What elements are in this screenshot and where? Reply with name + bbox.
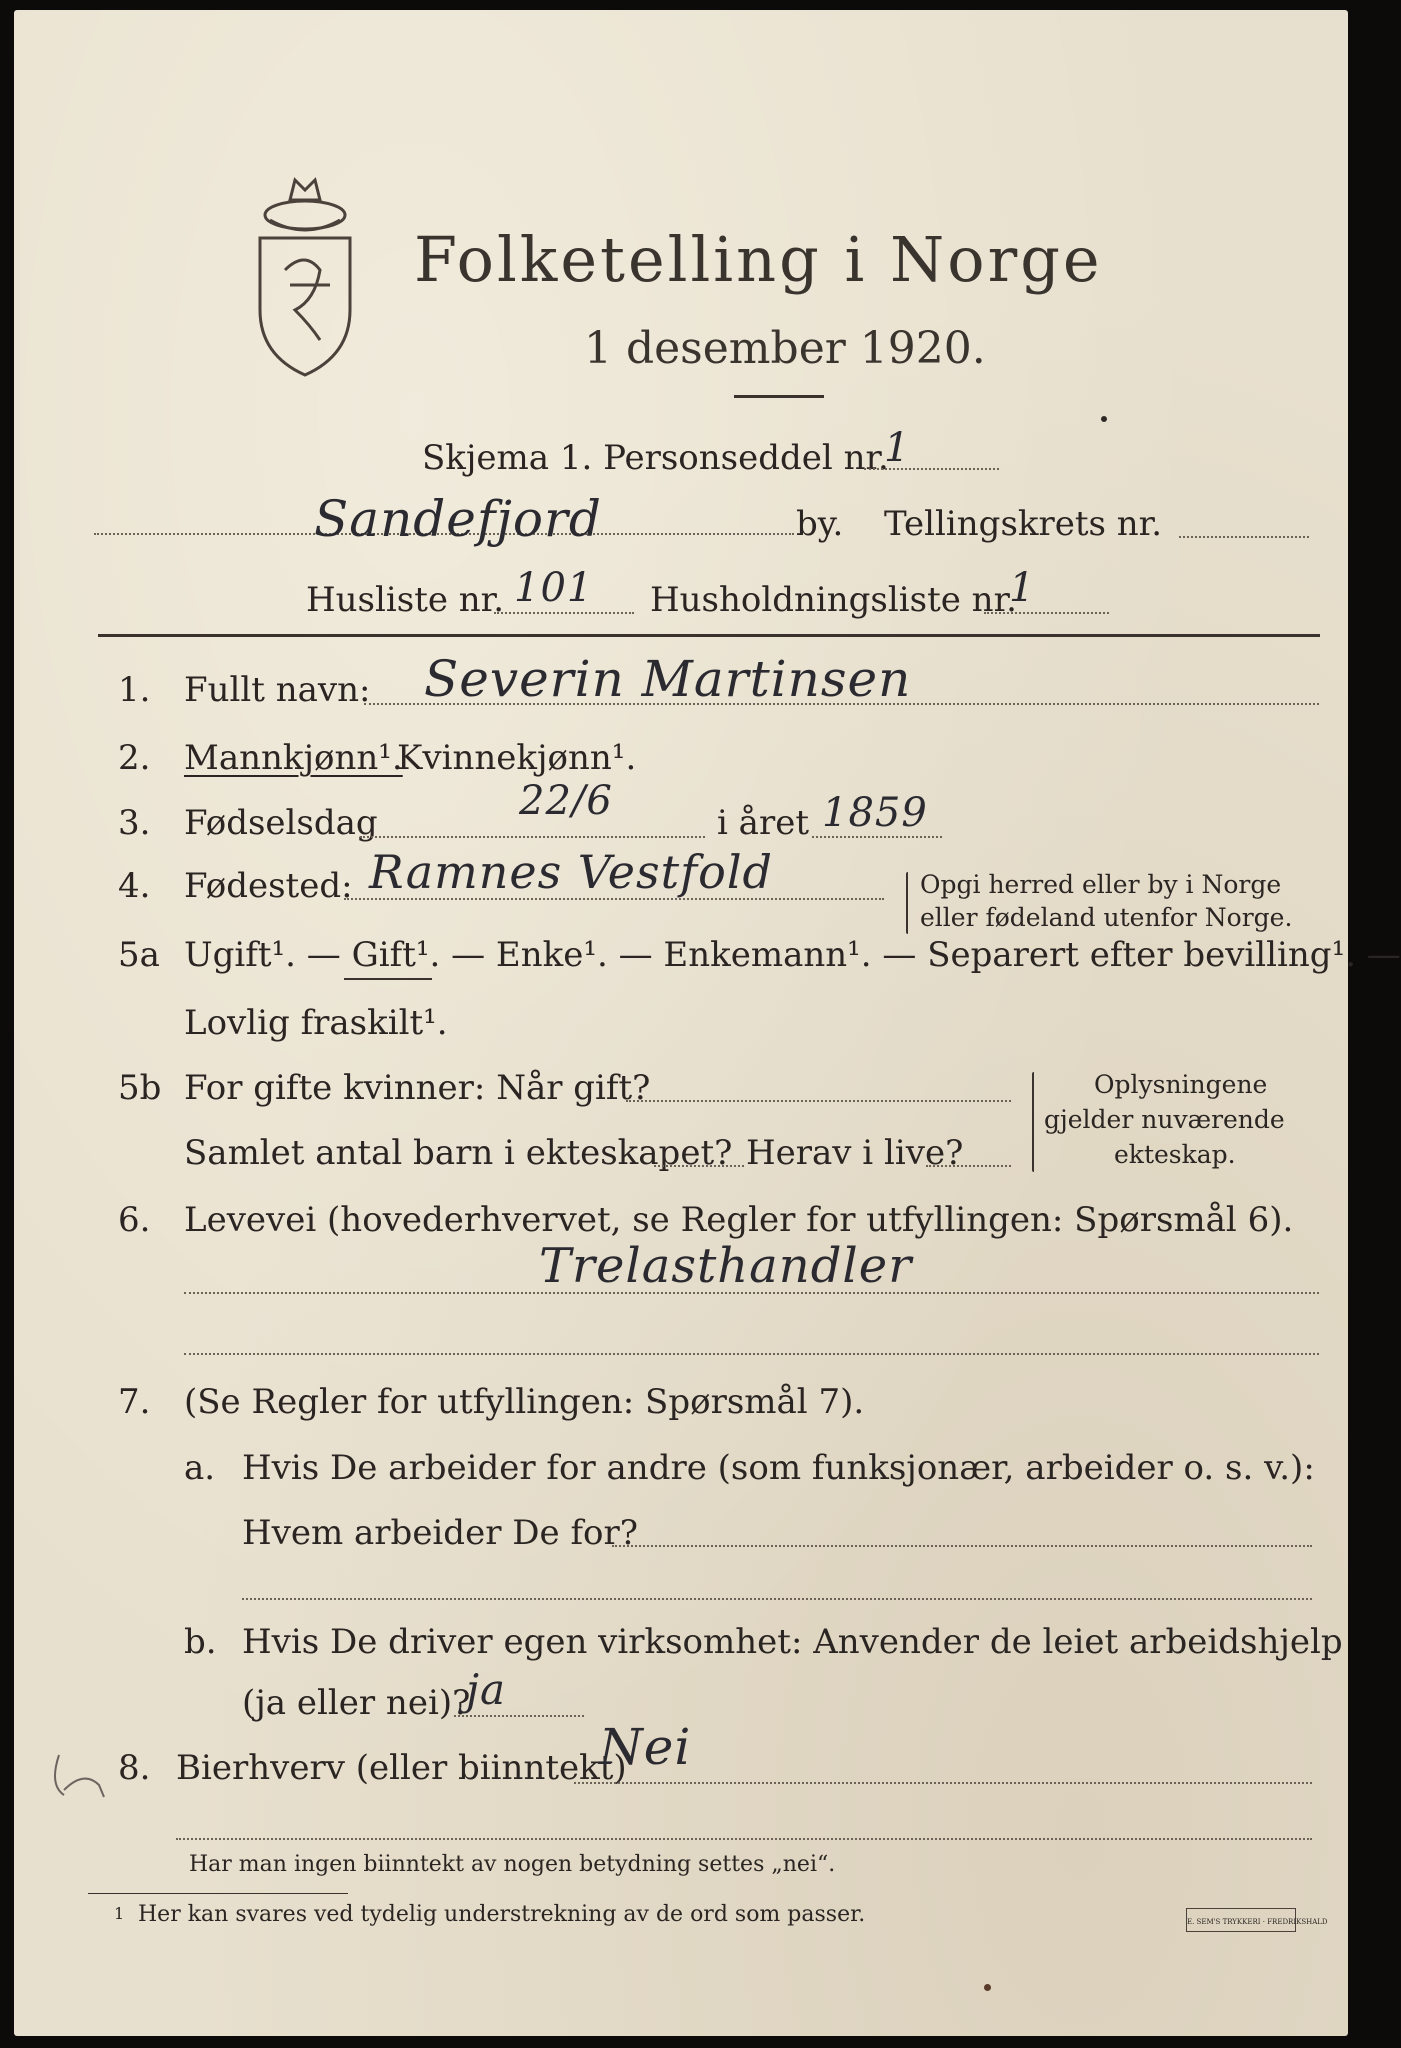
q5b-note-line3: ekteskap. [1114,1140,1236,1169]
q4-note-brace [906,872,908,934]
title-divider [734,395,824,398]
q7a-answer-line2 [242,1598,1312,1600]
q5a-options-line2: Lovlig fraskilt¹. [184,1003,448,1043]
q8-answer-line1 [574,1782,1312,1784]
q7b-letter: b. [184,1622,217,1662]
q1-label: Fullt navn: [184,670,371,710]
q7b-line1: Hvis De driver egen virksomhet: Anvender de leiet arbeidshjelp [242,1622,1343,1662]
form-title: Folketelling i Norge [414,223,1103,296]
footnote-text: Her kan svares ved tydelig understrekning av de ord som passer. [138,1902,866,1927]
q5a-options-line1: Ugift¹. — Gift¹. — Enke¹. — Enkemann¹. — Separert efter bevilling¹. — [184,935,1401,975]
q3-year-line [812,836,942,838]
q1-value: Severin Martinsen [424,650,912,708]
q7a-answer-line1 [612,1545,1312,1547]
q3-day-line [360,836,705,838]
q2-male-option: Mannkjønn¹. [184,738,403,778]
q3-year-label: i året [717,803,809,843]
q5b-note-line1: Oplysningene [1094,1070,1268,1099]
q7a-line2: Hvem arbeider De for? [242,1513,638,1553]
q5b-alive-label: Herav i live? [746,1133,964,1173]
tellingskrets-label: Tellingskrets nr. [884,504,1163,544]
header-rule [98,634,1320,637]
q6-label: Levevei (hovederhvervet, se Regler for utfyllingen: Spørsmål 6). [184,1200,1294,1240]
q6-value: Trelasthandler [539,1238,913,1294]
q3-day-value: 22/6 [519,778,613,824]
norway-coat-of-arms-icon [250,160,360,380]
tellingskrets-line [1179,536,1309,538]
q5a-number: 5a [118,935,160,975]
footer-note: Har man ingen biinntekt av nogen betydning settes „nei“. [189,1852,836,1877]
margin-pencil-mark-icon [44,1745,124,1805]
q7a-line1: Hvis De arbeider for andre (som funksjonær, arbeider o. s. v.): [242,1448,1315,1488]
husholdning-line [984,612,1109,614]
q5a-gift-underline [344,978,432,980]
skjema-label: Skjema 1. Personseddel nr. [422,438,889,478]
q5b-note-brace [1032,1072,1034,1172]
q4-note-line2: eller fødeland utenfor Norge. [920,903,1293,932]
q8-number: 8. [118,1748,151,1788]
q8-value: Nei [599,1718,692,1776]
q4-label: Fødested: [184,866,353,906]
q3-year-value: 1859 [822,790,928,836]
q6-line2 [184,1353,1319,1355]
footnote-rule [88,1893,348,1894]
q8-label: Bierhverv (eller biinntekt) [176,1748,627,1788]
q5b-number: 5b [118,1068,162,1108]
husliste-label: Husliste nr. [306,580,505,620]
q6-number: 6. [118,1200,151,1240]
q5b-children-line [654,1165,744,1167]
q2-number: 2. [118,738,151,778]
printer-stamp [1186,1908,1328,1932]
printer-stamp-text: E. SEM'S TRYKKERI · FREDRIKSHALD [1187,1918,1328,1926]
skjema-value: 1 [884,425,911,471]
ink-dot [984,1984,991,1991]
q5b-children-label: Samlet antal barn i ekteskapet? [184,1133,733,1173]
husliste-line [494,612,634,614]
q7a-letter: a. [184,1448,216,1488]
q7b-line2: (ja eller nei)? [242,1683,471,1723]
q5b-married-line [626,1100,1011,1102]
q5b-note-line2: gjelder nuværende [1044,1105,1285,1134]
husholdning-value: 1 [1009,565,1036,611]
q7-label: (Se Regler for utfyllingen: Spørsmål 7). [184,1382,865,1422]
q4-number: 4. [118,866,151,906]
city-suffix: by. [796,504,844,544]
q8-answer-line2 [176,1838,1312,1840]
city-value: Sandefjord [314,490,602,548]
q4-value: Ramnes Vestfold [369,845,774,899]
q3-label: Fødselsdag [184,803,378,843]
footnote-mark: 1 [114,1904,125,1923]
q1-number: 1. [118,670,151,710]
husliste-value: 101 [514,565,594,611]
census-form-sheet [14,10,1401,2036]
q7b-value: ja [466,1665,507,1714]
q3-number: 3. [118,803,151,843]
ink-dot [1101,416,1107,422]
census-date: 1 desember 1920. [584,323,986,374]
husholdning-label: Husholdningsliste nr. [650,580,1017,620]
q5b-married-label: For gifte kvinner: Når gift? [184,1068,651,1108]
q4-note-line1: Opgi herred eller by i Norge [920,870,1282,899]
q7-number: 7. [118,1382,151,1422]
q5b-alive-line [926,1165,1011,1167]
q2-female-option: Kvinnekjønn¹. [397,738,637,778]
q7b-answer-line [454,1715,584,1717]
